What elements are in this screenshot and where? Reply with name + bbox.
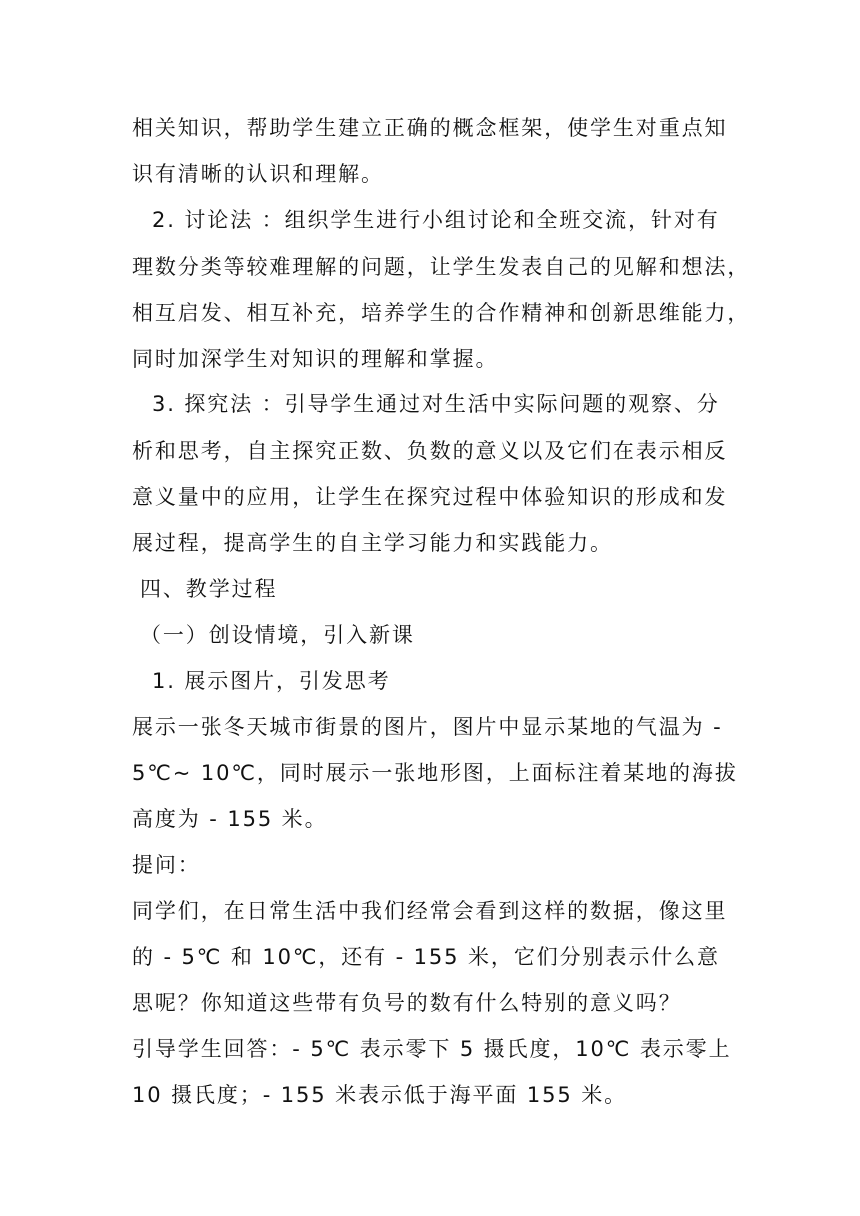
paragraph-line: 相关知识，帮助学生建立正确的概念框架，使学生对重点知 xyxy=(132,116,728,140)
paragraph-line: 析和思考，自主探究正数、负数的意义以及它们在表示相反 xyxy=(132,439,728,463)
paragraph-line: 引导学生回答：- 5℃ 表示零下 5 摄氏度，10℃ 表示零上 xyxy=(132,1037,732,1061)
paragraph-line: 意义量中的应用，让学生在探究过程中体验知识的形成和发 xyxy=(132,485,728,509)
paragraph-line: 识有清晰的认识和理解。 xyxy=(132,162,384,186)
question-label: 提问： xyxy=(132,853,201,877)
paragraph-line: 相互启发、相互补充，培养学生的合作精神和创新思维能力， xyxy=(132,301,751,325)
paragraph-line: 展示一张冬天城市街景的图片，图片中显示某地的气温为 - xyxy=(132,715,723,739)
paragraph-line: 展过程，提高学生的自主学习能力和实践能力。 xyxy=(132,531,613,555)
step-heading: 1. 展示图片，引发思考 xyxy=(152,669,391,693)
paragraph-line: 高度为 - 155 米。 xyxy=(132,807,328,831)
paragraph-line: 同学们，在日常生活中我们经常会看到这样的数据，像这里 xyxy=(132,899,728,923)
paragraph-line: 同时加深学生对知识的理解和掌握。 xyxy=(132,347,499,371)
paragraph-line: 5℃~ 10℃，同时展示一张地形图，上面标注着某地的海拔 xyxy=(132,761,738,785)
section-heading: 四、教学过程 xyxy=(140,577,278,601)
paragraph-line: 10 摄氏度；- 155 米表示低于海平面 155 米。 xyxy=(132,1083,628,1107)
paragraph-line: 思呢？你知道这些带有负号的数有什么特别的意义吗？ xyxy=(132,991,682,1015)
paragraph-line: 的 - 5℃ 和 10℃，还有 - 155 米，它们分别表示什么意 xyxy=(132,945,720,969)
paragraph-line: 理数分类等较难理解的问题，让学生发表自己的见解和想法， xyxy=(132,255,751,279)
list-item-discussion-method: 2. 讨论法 ：组织学生进行小组讨论和全班交流，针对有 xyxy=(152,208,720,232)
subsection-heading: （一）创设情境，引入新课 xyxy=(140,623,415,647)
list-item-inquiry-method: 3. 探究法 ：引导学生通过对生活中实际问题的观察、分 xyxy=(152,392,720,416)
